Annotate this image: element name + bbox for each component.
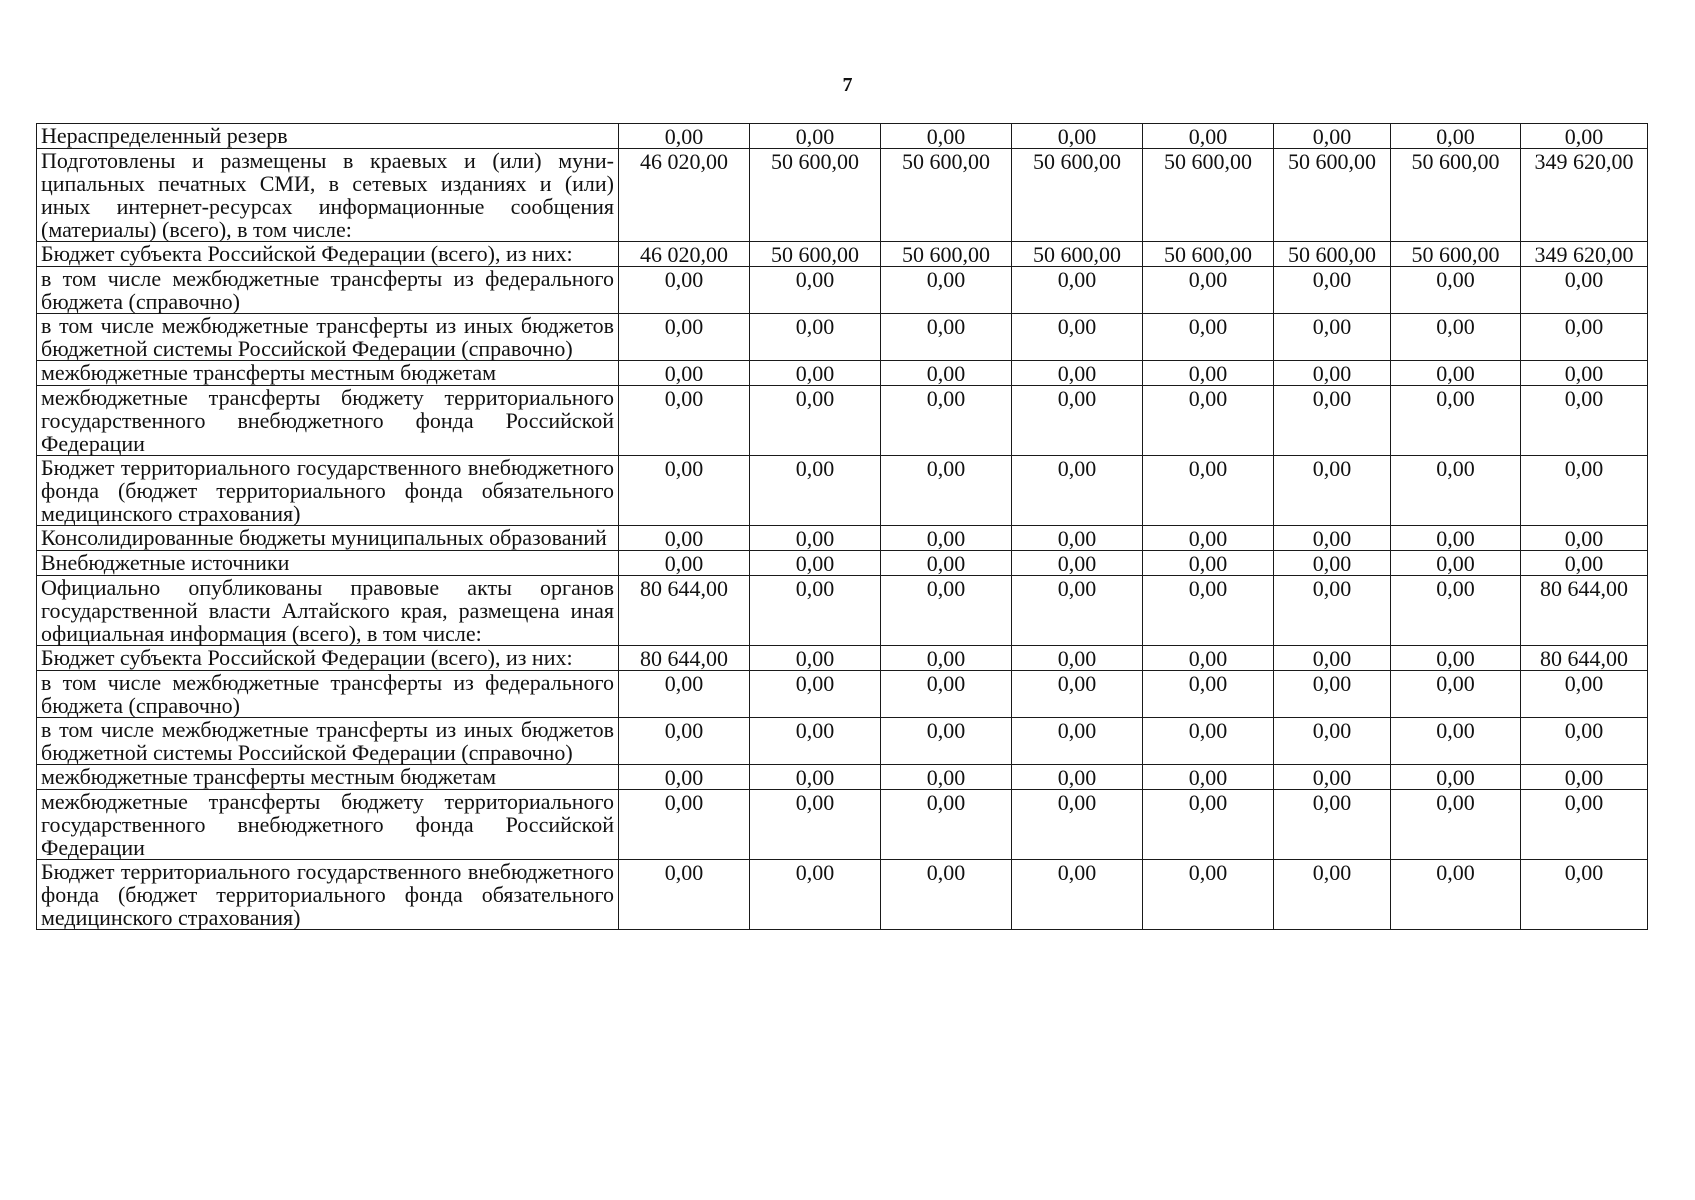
- row-label: в том числе межбюджетные трансферты из федерального бюджета (справочно): [37, 671, 619, 718]
- row-total-cell: 0,00: [1521, 860, 1648, 930]
- budget-table-body: [37, 124, 1648, 930]
- table-row: [37, 671, 1648, 718]
- value-cell: 46 020,00: [619, 149, 750, 242]
- value-cell: 0,00: [881, 646, 1012, 671]
- table-row: [37, 765, 1648, 790]
- value-cell: 50 600,00: [1143, 242, 1274, 267]
- table-row: [37, 124, 1648, 149]
- value-cell: 0,00: [1012, 718, 1143, 765]
- value-cell: 0,00: [1391, 671, 1521, 718]
- value-cell: 0,00: [1143, 361, 1274, 386]
- value-cell: 0,00: [619, 456, 750, 526]
- value-cell: 0,00: [619, 790, 750, 860]
- value-cell: 0,00: [1274, 765, 1391, 790]
- row-label: межбюджетные трансферты местным бюджетам: [37, 361, 619, 386]
- table-row: [37, 267, 1648, 314]
- value-cell: 0,00: [1274, 456, 1391, 526]
- value-cell: 0,00: [750, 124, 881, 149]
- row-total-cell: 80 644,00: [1521, 576, 1648, 646]
- value-cell: 0,00: [1143, 386, 1274, 456]
- row-total-cell: 0,00: [1521, 718, 1648, 765]
- table-row: [37, 456, 1648, 526]
- row-total-cell: 80 644,00: [1521, 646, 1648, 671]
- value-cell: 0,00: [750, 718, 881, 765]
- row-total-cell: 0,00: [1521, 267, 1648, 314]
- value-cell: 0,00: [881, 361, 1012, 386]
- value-cell: 0,00: [750, 765, 881, 790]
- value-cell: 0,00: [619, 765, 750, 790]
- value-cell: 0,00: [1143, 860, 1274, 930]
- value-cell: 0,00: [1143, 526, 1274, 551]
- value-cell: 50 600,00: [1391, 242, 1521, 267]
- row-label: межбюджетные трансферты бюджету территориального государственного внебюджетного фонда Российской Федерации: [37, 386, 619, 456]
- value-cell: 0,00: [881, 386, 1012, 456]
- table-row: [37, 361, 1648, 386]
- value-cell: 0,00: [750, 314, 881, 361]
- value-cell: 0,00: [1012, 124, 1143, 149]
- row-label: Подготовлены и размещены в краевых и (или) муниципальных печатных СМИ, в сетевых изданиях и (или) иных интернет-ресурсах информационные сообщения (материалы) (всего), в том числе:: [37, 149, 619, 242]
- value-cell: 0,00: [1143, 790, 1274, 860]
- value-cell: 0,00: [1274, 526, 1391, 551]
- value-cell: 0,00: [750, 386, 881, 456]
- value-cell: 50 600,00: [1012, 242, 1143, 267]
- value-cell: 0,00: [1143, 671, 1274, 718]
- value-cell: 0,00: [1012, 646, 1143, 671]
- value-cell: 0,00: [619, 551, 750, 576]
- row-total-cell: 0,00: [1521, 124, 1648, 149]
- value-cell: 0,00: [750, 860, 881, 930]
- value-cell: 50 600,00: [1391, 149, 1521, 242]
- value-cell: 0,00: [1391, 314, 1521, 361]
- row-total-cell: 0,00: [1521, 765, 1648, 790]
- value-cell: 0,00: [881, 314, 1012, 361]
- value-cell: 0,00: [619, 267, 750, 314]
- value-cell: 0,00: [1391, 361, 1521, 386]
- value-cell: 0,00: [1012, 765, 1143, 790]
- value-cell: 0,00: [881, 526, 1012, 551]
- value-cell: 50 600,00: [1274, 242, 1391, 267]
- table-row: [37, 718, 1648, 765]
- value-cell: 0,00: [1391, 860, 1521, 930]
- row-total-cell: 0,00: [1521, 790, 1648, 860]
- value-cell: 0,00: [1391, 526, 1521, 551]
- value-cell: 80 644,00: [619, 646, 750, 671]
- value-cell: 0,00: [1391, 386, 1521, 456]
- row-label: межбюджетные трансферты местным бюджетам: [37, 765, 619, 790]
- row-total-cell: 0,00: [1521, 314, 1648, 361]
- value-cell: 0,00: [1274, 314, 1391, 361]
- value-cell: 0,00: [1274, 646, 1391, 671]
- row-total-cell: 349 620,00: [1521, 242, 1648, 267]
- value-cell: 0,00: [750, 671, 881, 718]
- value-cell: 0,00: [750, 551, 881, 576]
- row-total-cell: 0,00: [1521, 551, 1648, 576]
- value-cell: 0,00: [1012, 860, 1143, 930]
- value-cell: 0,00: [881, 718, 1012, 765]
- value-cell: 0,00: [1274, 267, 1391, 314]
- value-cell: 0,00: [881, 790, 1012, 860]
- value-cell: 0,00: [1012, 671, 1143, 718]
- table-row: [37, 860, 1648, 930]
- value-cell: 0,00: [881, 860, 1012, 930]
- value-cell: 0,00: [1391, 456, 1521, 526]
- value-cell: 0,00: [750, 526, 881, 551]
- value-cell: 0,00: [881, 671, 1012, 718]
- value-cell: 50 600,00: [1274, 149, 1391, 242]
- table-row: [37, 386, 1648, 456]
- value-cell: 46 020,00: [619, 242, 750, 267]
- value-cell: 50 600,00: [750, 149, 881, 242]
- row-label: в том числе межбюджетные трансферты из федерального бюджета (справочно): [37, 267, 619, 314]
- row-label: в том числе межбюджетные трансферты из иных бюджетов бюджетной системы Российской Федерации (справочно): [37, 718, 619, 765]
- row-label: Нераспределенный резерв: [37, 124, 619, 149]
- value-cell: 50 600,00: [750, 242, 881, 267]
- row-label: Консолидированные бюджеты муниципальных образований: [37, 526, 619, 551]
- value-cell: 0,00: [619, 124, 750, 149]
- value-cell: 0,00: [1274, 361, 1391, 386]
- row-label: Бюджет территориального государственного внебюджетного фонда (бюджет территориального фонда обязательного медицинского страхования): [37, 860, 619, 930]
- value-cell: 0,00: [1012, 386, 1143, 456]
- row-total-cell: 0,00: [1521, 456, 1648, 526]
- row-total-cell: 0,00: [1521, 386, 1648, 456]
- table-row: [37, 526, 1648, 551]
- value-cell: 0,00: [750, 267, 881, 314]
- value-cell: 50 600,00: [1012, 149, 1143, 242]
- value-cell: 0,00: [1391, 718, 1521, 765]
- value-cell: 0,00: [881, 456, 1012, 526]
- row-total-cell: 0,00: [1521, 671, 1648, 718]
- row-total-cell: 349 620,00: [1521, 149, 1648, 242]
- row-label: Бюджет субъекта Российской Федерации (всего), из них:: [37, 242, 619, 267]
- value-cell: 0,00: [1274, 860, 1391, 930]
- value-cell: 0,00: [881, 576, 1012, 646]
- table-row: [37, 576, 1648, 646]
- value-cell: 0,00: [881, 267, 1012, 314]
- value-cell: 0,00: [1391, 646, 1521, 671]
- value-cell: 50 600,00: [1143, 149, 1274, 242]
- value-cell: 80 644,00: [619, 576, 750, 646]
- value-cell: 0,00: [881, 124, 1012, 149]
- value-cell: 0,00: [619, 718, 750, 765]
- table-row: [37, 242, 1648, 267]
- value-cell: 0,00: [619, 314, 750, 361]
- value-cell: 50 600,00: [881, 149, 1012, 242]
- value-cell: 0,00: [619, 671, 750, 718]
- table-row: [37, 551, 1648, 576]
- row-label: Бюджет территориального государственного внебюджетного фонда (бюджет территориального фонда обязательного медицинского страхования): [37, 456, 619, 526]
- value-cell: 0,00: [619, 526, 750, 551]
- value-cell: 0,00: [750, 361, 881, 386]
- value-cell: 0,00: [1012, 361, 1143, 386]
- value-cell: 0,00: [1143, 576, 1274, 646]
- value-cell: 0,00: [1274, 671, 1391, 718]
- value-cell: 0,00: [1012, 790, 1143, 860]
- value-cell: 0,00: [1391, 790, 1521, 860]
- value-cell: 0,00: [1143, 765, 1274, 790]
- value-cell: 0,00: [1274, 551, 1391, 576]
- value-cell: 0,00: [1274, 386, 1391, 456]
- value-cell: 0,00: [1012, 551, 1143, 576]
- value-cell: 0,00: [881, 551, 1012, 576]
- value-cell: 0,00: [619, 386, 750, 456]
- value-cell: 0,00: [1274, 790, 1391, 860]
- value-cell: 0,00: [750, 790, 881, 860]
- value-cell: 0,00: [1274, 124, 1391, 149]
- table-row: [37, 646, 1648, 671]
- value-cell: 0,00: [1143, 718, 1274, 765]
- value-cell: 0,00: [1012, 576, 1143, 646]
- row-label: в том числе межбюджетные трансферты из иных бюджетов бюджетной системы Российской Федерации (справочно): [37, 314, 619, 361]
- row-total-cell: 0,00: [1521, 361, 1648, 386]
- value-cell: 0,00: [1143, 314, 1274, 361]
- value-cell: 0,00: [1391, 765, 1521, 790]
- row-total-cell: 0,00: [1521, 526, 1648, 551]
- table-row: [37, 790, 1648, 860]
- value-cell: 0,00: [1391, 124, 1521, 149]
- value-cell: 0,00: [1012, 267, 1143, 314]
- value-cell: 0,00: [1012, 314, 1143, 361]
- value-cell: 0,00: [1143, 124, 1274, 149]
- value-cell: 0,00: [1143, 456, 1274, 526]
- value-cell: 0,00: [750, 456, 881, 526]
- table-row: [37, 314, 1648, 361]
- table-row: [37, 149, 1648, 242]
- value-cell: 0,00: [881, 765, 1012, 790]
- value-cell: 0,00: [619, 860, 750, 930]
- value-cell: 0,00: [1143, 646, 1274, 671]
- value-cell: 0,00: [1391, 576, 1521, 646]
- value-cell: 0,00: [619, 361, 750, 386]
- page-number: 7: [842, 74, 853, 96]
- value-cell: 0,00: [750, 646, 881, 671]
- value-cell: 0,00: [750, 576, 881, 646]
- value-cell: 0,00: [1391, 551, 1521, 576]
- value-cell: 0,00: [1143, 267, 1274, 314]
- row-label: Бюджет субъекта Российской Федерации (всего), из них:: [37, 646, 619, 671]
- value-cell: 0,00: [1391, 267, 1521, 314]
- row-label: межбюджетные трансферты бюджету территориального государственного внебюджетного фонда Российской Федерации: [37, 790, 619, 860]
- value-cell: 0,00: [1274, 576, 1391, 646]
- value-cell: 0,00: [1012, 526, 1143, 551]
- budget-table: [36, 123, 1648, 930]
- value-cell: 0,00: [1143, 551, 1274, 576]
- row-label: Официально опубликованы правовые акты органов государственной власти Алтайского края, размещена иная официальная информация (всего), в том числе:: [37, 576, 619, 646]
- value-cell: 50 600,00: [881, 242, 1012, 267]
- value-cell: 0,00: [1274, 718, 1391, 765]
- row-label: Внебюджетные источники: [37, 551, 619, 576]
- value-cell: 0,00: [1012, 456, 1143, 526]
